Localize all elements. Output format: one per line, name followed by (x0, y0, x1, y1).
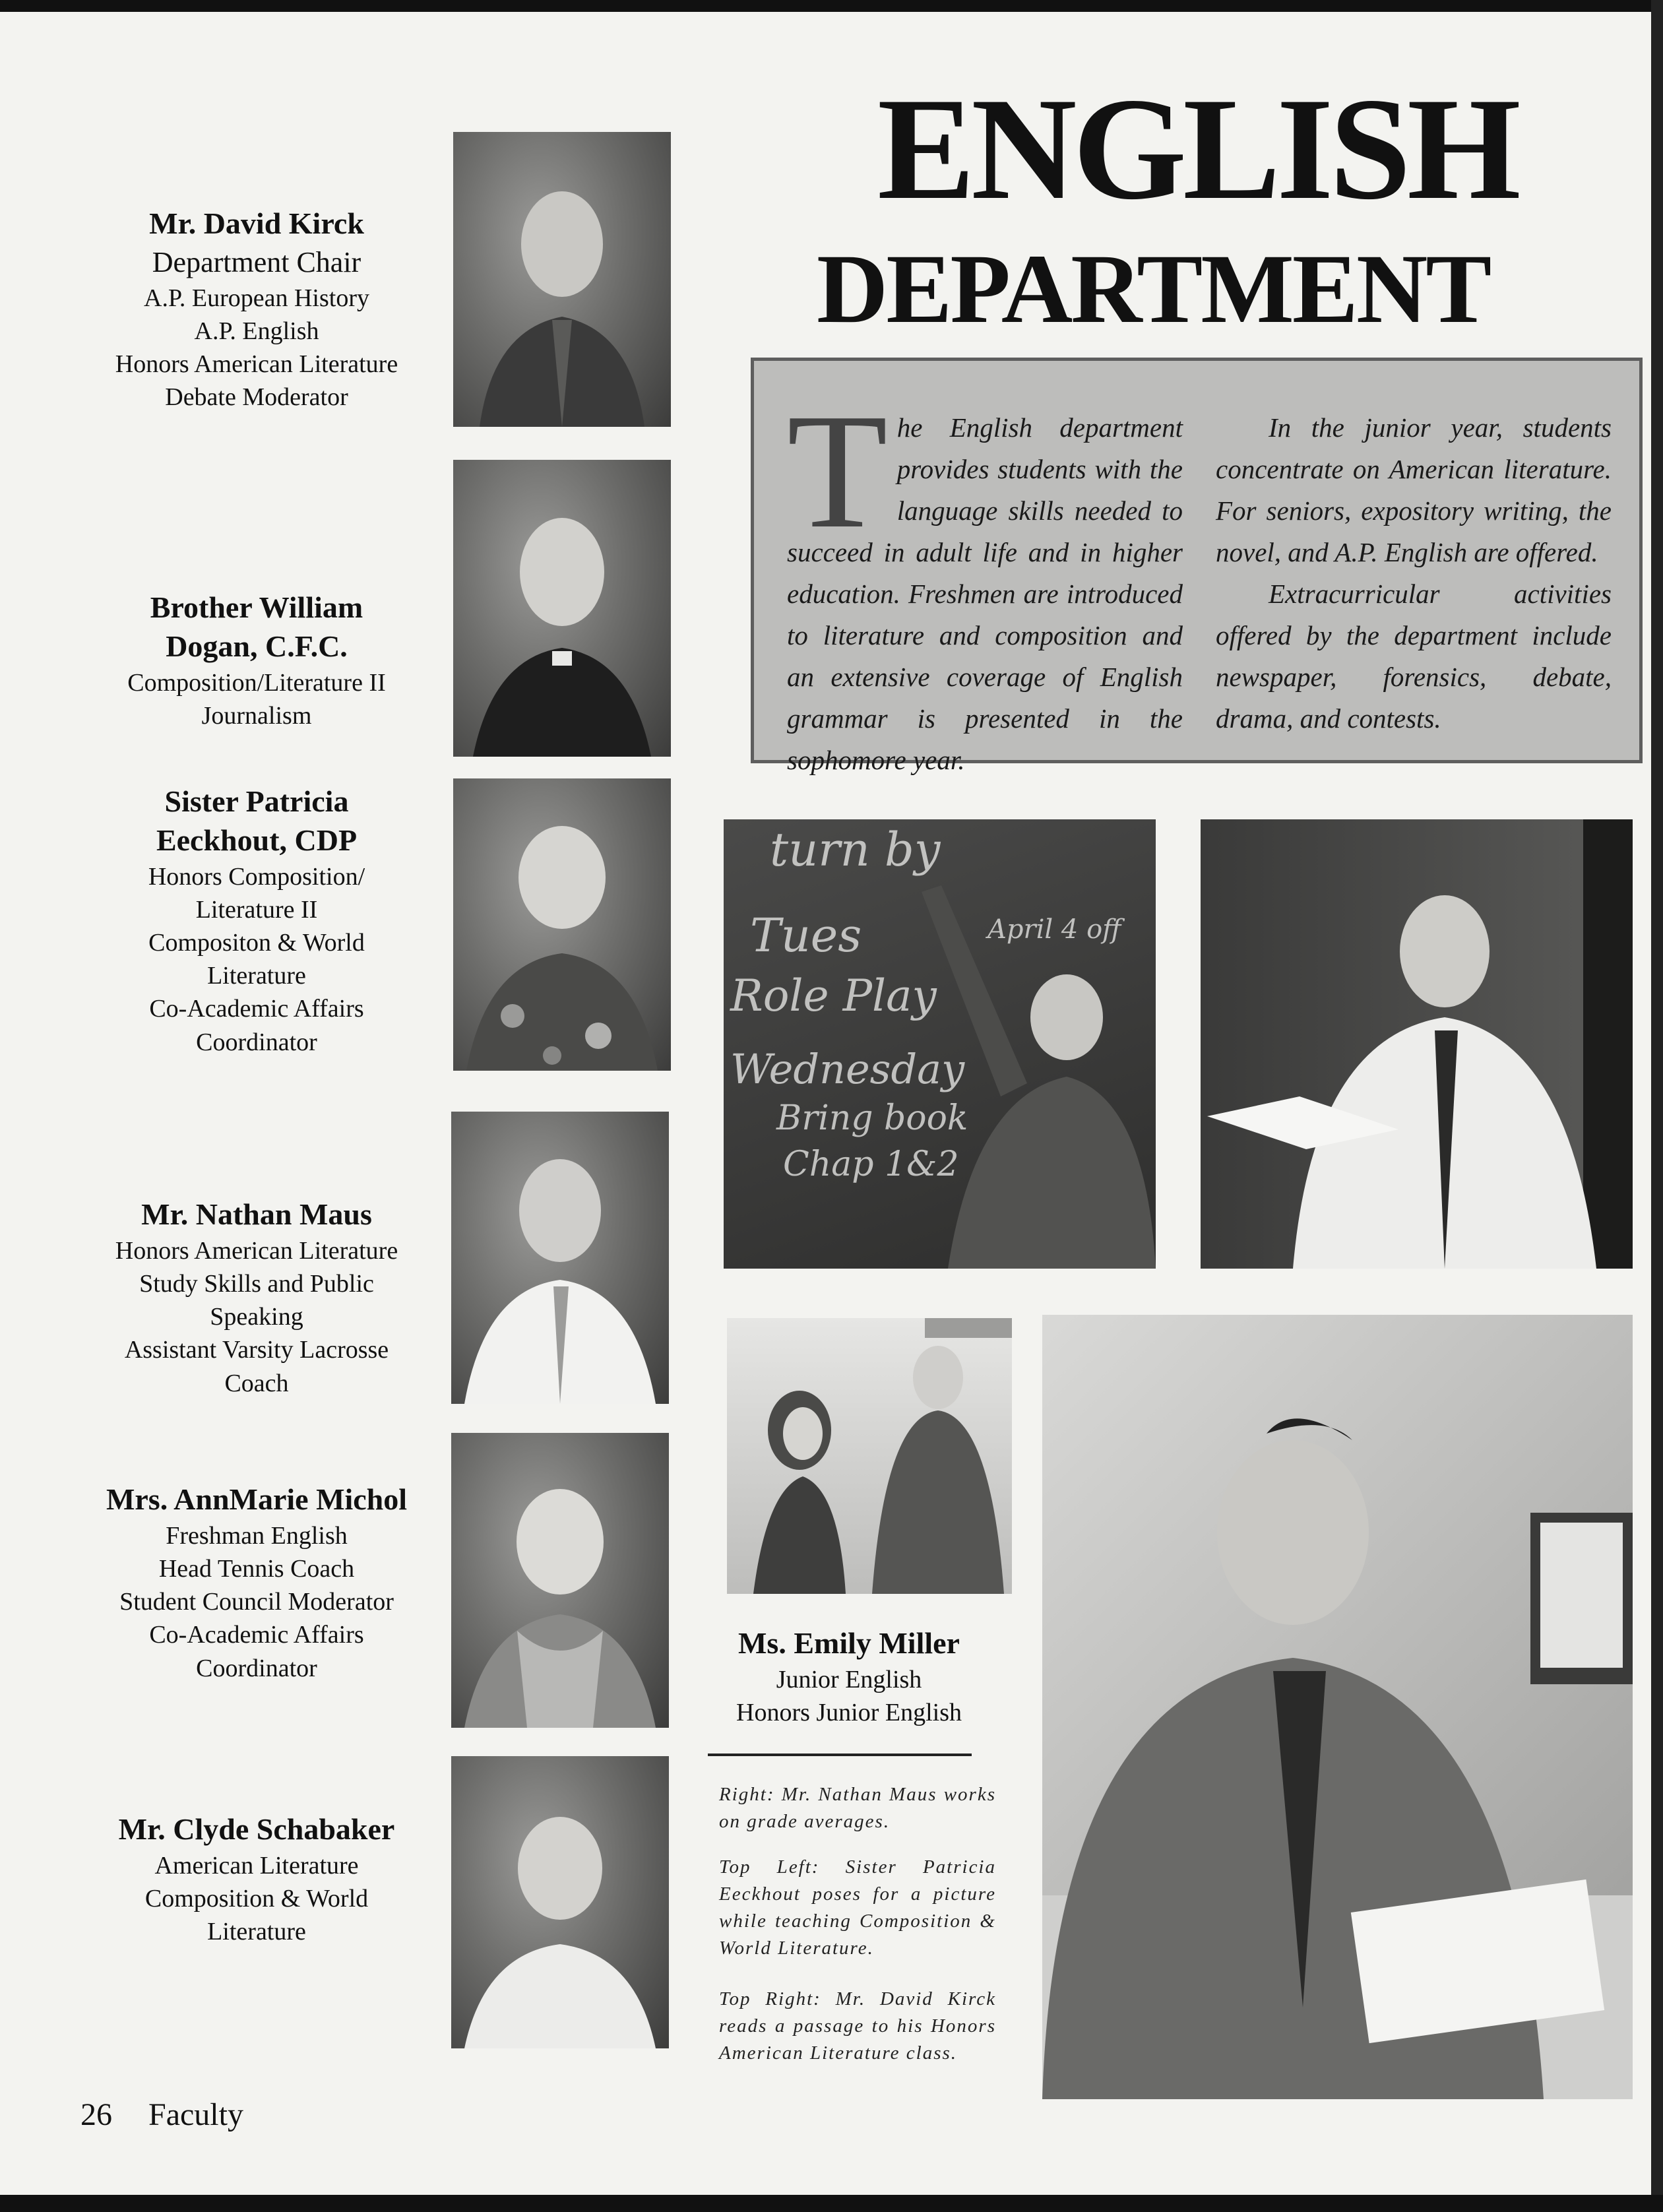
drop-cap: T (787, 380, 888, 563)
portrait-figure (451, 1756, 669, 2048)
chalk-writing: Tues (750, 908, 862, 963)
faculty-name: Mr. Clyde Schabaker (118, 1812, 395, 1846)
faculty-course: Composition/Literature II (127, 668, 386, 697)
faculty-bio-eeckhout (102, 782, 412, 1059)
faculty-course: American Literature (154, 1851, 359, 1880)
faculty-course: Compositon & World Literature (148, 929, 365, 990)
faculty-course: Honors Composition/ Literature II (148, 862, 365, 924)
faculty-bio-schabaker (102, 1810, 412, 1948)
portrait-photo-kirck (453, 132, 671, 427)
faculty-course: A.P. English (194, 317, 319, 346)
caption-top-right: Top Right: Mr. David Kirck reads a passage to his Honors American Literature class. (719, 1988, 996, 2064)
faculty-course: Honors Junior English (736, 1699, 962, 1727)
page-frame-right (1651, 0, 1663, 2212)
page-number: 26 (80, 2097, 112, 2132)
faculty-bio-miller (694, 1624, 1004, 1729)
faculty-bio-kirck (102, 205, 412, 414)
chalk-writing: Chap 1&2 (783, 1145, 959, 1184)
faculty-course: Assistant Varsity Lacrosse Coach (124, 1336, 389, 1397)
portrait-photo-dogan (453, 460, 671, 757)
intro-paragraph: he English department provides students with the language skills needed to succeed in adult life and in higher education. Freshmen are introduced to literature and composition and an extensive coverage of English grammar is presented in the sophomore year. (787, 412, 1183, 775)
page-frame-top (0, 0, 1663, 12)
faculty-name: Mr. Nathan Maus (141, 1197, 372, 1231)
portrait-photo-schabaker (451, 1756, 669, 2048)
faculty-name: Ms. Emily Miller (738, 1626, 960, 1660)
intro-column-left (787, 380, 1183, 781)
portrait-figure (453, 132, 671, 427)
section-name: Faculty (148, 2097, 243, 2132)
faculty-course: Student Council Moderator (119, 1588, 394, 1616)
faculty-course: Freshman English (166, 1521, 348, 1550)
chalk-writing: April 4 off (988, 914, 1121, 945)
candid-photo-reading (1201, 819, 1633, 1269)
faculty-course: Composition & World Literature (144, 1885, 369, 1946)
portrait-figure (451, 1433, 669, 1728)
candid-photo-chalkboard (724, 819, 1156, 1269)
chalk-writing: Role Play (730, 970, 937, 1021)
portrait-figure (451, 1112, 669, 1404)
candid-photo-students (727, 1318, 1012, 1594)
faculty-course: Co-Academic Affairs Coordinator (149, 995, 364, 1056)
faculty-course: Honors American Literature (115, 350, 398, 379)
faculty-course: Study Skills and Public Speaking (139, 1270, 374, 1331)
faculty-bio-maus (102, 1195, 412, 1400)
portrait-photo-michol (451, 1433, 669, 1728)
faculty-name: Sister Patricia Eeckhout, CDP (156, 784, 358, 857)
page-title-line2: DEPARTMENT (817, 234, 1490, 344)
students-scene (727, 1318, 1012, 1594)
intro-paragraph: In the junior year, students concentrate on American literature. For seniors, expository writing, the novel, and A.P. English are offered. (1216, 412, 1612, 567)
intro-column-right (1216, 407, 1612, 740)
intro-paragraph: Extracurricular activities offered by the department include newspaper, forensics, debate, drama, and contests. (1216, 579, 1612, 734)
portrait-figure (453, 778, 671, 1071)
chalk-writing: Wednesday (730, 1045, 965, 1093)
reading-scene (1201, 819, 1633, 1269)
faculty-course: A.P. European History (144, 284, 369, 312)
caption-top-left: Top Left: Sister Patricia Eeckhout poses for a picture while teaching Composition & World Literature. (719, 1856, 996, 1959)
portrait-figure (453, 460, 671, 757)
caption-right: Right: Mr. Nathan Maus works on grade averages. (719, 1784, 996, 1832)
faculty-name: Mr. David Kirck (149, 206, 364, 240)
faculty-bio-michol (102, 1480, 412, 1685)
chalk-writing: Bring book (776, 1098, 968, 1138)
faculty-course: Honors American Literature (115, 1236, 398, 1265)
portrait-photo-eeckhout (453, 778, 671, 1071)
page-title-line1: ENGLISH (877, 68, 1517, 230)
chalkboard-scene (724, 819, 1156, 1269)
faculty-bio-dogan (102, 588, 412, 732)
caption-divider (708, 1754, 972, 1756)
portrait-photo-maus (451, 1112, 669, 1404)
desk-scene (1042, 1315, 1633, 2099)
faculty-course: Junior English (776, 1665, 922, 1693)
faculty-course: Journalism (201, 701, 312, 730)
faculty-name: Mrs. AnnMarie Michol (106, 1482, 408, 1516)
candid-photo-desk (1042, 1315, 1633, 2099)
faculty-course: Debate Moderator (165, 383, 348, 412)
faculty-name: Brother William Dogan, C.F.C. (150, 590, 363, 663)
intro-text-box (751, 358, 1643, 775)
faculty-title: Department Chair (152, 245, 361, 278)
chalk-writing: turn by (770, 823, 941, 877)
page-frame-bottom (0, 2195, 1663, 2212)
faculty-course: Head Tennis Coach (158, 1555, 355, 1583)
faculty-course: Co-Academic Affairs Coordinator (149, 1621, 364, 1682)
